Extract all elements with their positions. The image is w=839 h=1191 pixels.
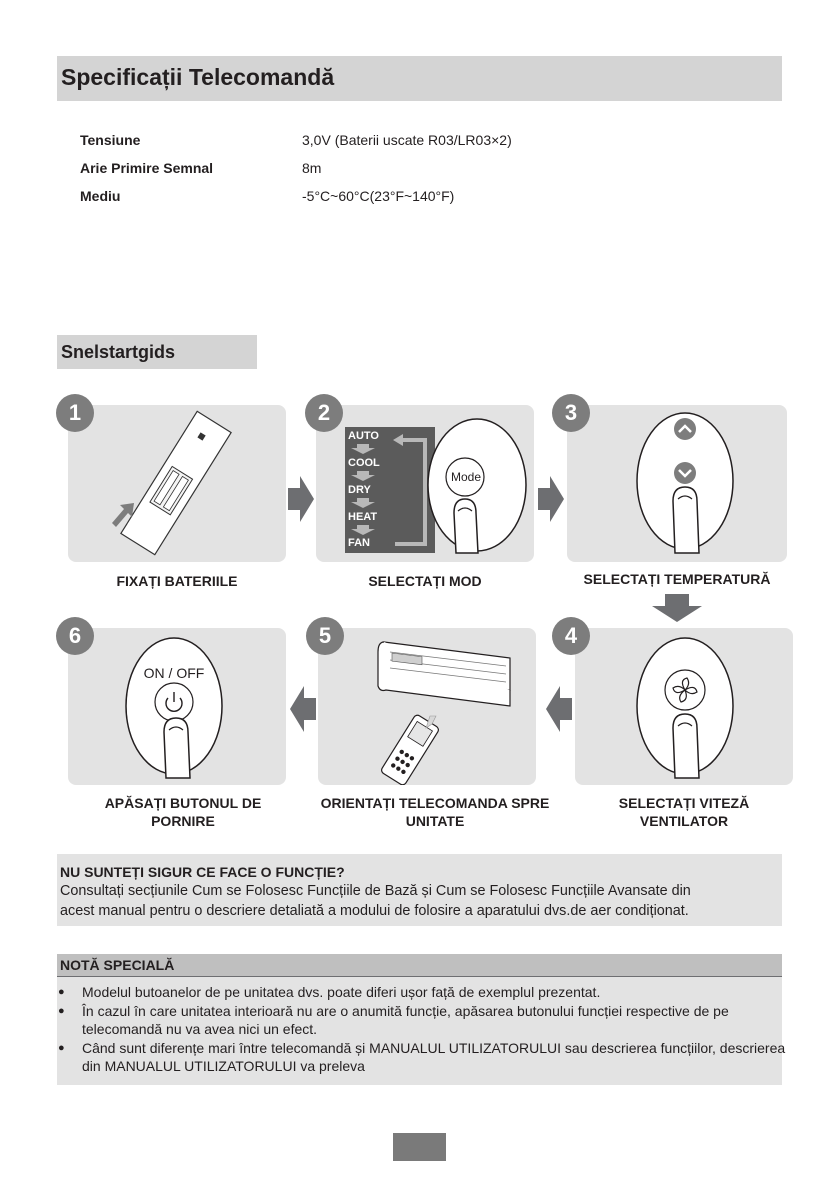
arrow-left-icon [546, 686, 572, 732]
step-3-caption: SELECTAȚI TEMPERATURĂ [583, 571, 771, 587]
special-note-title: NOTĂ SPECIALĂ [60, 957, 175, 973]
step-6-caption-line1: APĂSAȚI BUTONUL DE [104, 795, 262, 811]
step-6-panel [68, 628, 286, 785]
mode-button-label: Mode [450, 470, 482, 484]
mode-cycle-arrows-icon [345, 427, 435, 553]
step-5-badge: 5 [306, 617, 344, 655]
temperature-remote-illustration [567, 405, 787, 562]
step-6-caption-line2: PORNIRE [151, 813, 215, 829]
step-2-caption: SELECTAȚI MOD [368, 573, 482, 589]
step-5-caption [300, 794, 570, 830]
step-2-badge: 2 [305, 394, 343, 432]
mode-remote-oval [424, 415, 530, 555]
special-note-list [58, 983, 788, 1076]
page-title-bar [57, 56, 782, 101]
unsure-line-1: Consultați secțiunile Cum se Folosesc Funcțiile de Bază și Cum se Folosesc Funcțiile Avansate din [60, 883, 691, 899]
mode-auto: AUTO [348, 430, 379, 442]
list-item: ● Modelul butoanelor de pe unitatea dvs. poate diferi ușor față de exemplul prezentat. [58, 983, 788, 1002]
step-4-caption-line1: SELECTAȚI VITEZĂ [618, 795, 750, 811]
mode-cool: COOL [348, 457, 380, 469]
step-1-caption: FIXAȚI BATERIILE [116, 573, 238, 589]
page-number-tab [393, 1133, 446, 1161]
spec-label-range: Arie Primire Semnal [80, 160, 214, 176]
step-6-caption [68, 794, 298, 830]
step-4-caption [575, 794, 793, 830]
step-4-panel [575, 628, 793, 785]
quick-start-header [57, 335, 257, 369]
finger-icon [673, 487, 699, 553]
list-item: ● În cazul în care unitatea interioară nu are o anumită funcție, apăsarea butonului funcției respective de pe telecomandă nu va avea nici un efect. [58, 1002, 788, 1039]
point-remote-illustration [318, 628, 536, 785]
spec-value-environment: -5°C~60°C(23°F~140°F) [302, 188, 455, 204]
step-1-panel [68, 405, 286, 562]
power-remote-illustration [68, 628, 286, 785]
power-button-label: ON / OFF [143, 665, 205, 681]
mode-dry: DRY [348, 484, 371, 496]
step-1-badge: 1 [56, 394, 94, 432]
step-3-badge: 3 [552, 394, 590, 432]
temp-down-icon [674, 462, 696, 484]
list-item: ● Când sunt diferențe mari între telecomandă și MANUALUL UTILIZATORULUI sau descrierea funcțiilor, descrierea din MANUALUL UTILIZATORULUI va preleva [58, 1039, 788, 1076]
step-3-panel [567, 405, 787, 562]
step-5-caption-line2: UNITATE [405, 813, 465, 829]
spec-label-environment: Mediu [80, 188, 121, 204]
step-6-badge: 6 [56, 617, 94, 655]
step-4-caption-line2: VENTILATOR [639, 813, 729, 829]
battery-remote-illustration [68, 405, 286, 562]
spec-value-voltage: 3,0V (Baterii uscate R03/LR03×2) [302, 132, 512, 148]
arrow-right-icon [288, 476, 314, 522]
fan-remote-illustration [575, 628, 793, 785]
mode-heat: HEAT [348, 511, 378, 523]
finger-icon [454, 499, 478, 553]
special-note-header [57, 954, 782, 977]
temp-up-icon [674, 418, 696, 440]
mode-list [345, 427, 435, 553]
step-2-panel [316, 405, 534, 562]
arrow-right-icon [538, 476, 564, 522]
indoor-unit-icon [378, 642, 510, 706]
unsure-title: NU SUNTEȚI SIGUR CE FACE O FUNCȚIE? [60, 864, 345, 880]
arrow-down-icon [652, 594, 702, 622]
step-5-panel [318, 628, 536, 785]
unsure-line-2: acest manual pentru o descriere detaliată a modului de folosire a aparatului dvs.de aer condiționat. [60, 903, 689, 919]
spec-label-voltage: Tensiune [80, 132, 141, 148]
page-title: Specificații Telecomandă [61, 64, 335, 90]
quick-start-title: Snelstartgids [61, 342, 176, 362]
step-5-caption-line1: ORIENTAȚI TELECOMANDA SPRE [320, 795, 550, 811]
step-4-badge: 4 [552, 617, 590, 655]
arrow-left-icon [290, 686, 316, 732]
mode-fan: FAN [348, 537, 370, 549]
spec-value-range: 8m [302, 160, 322, 176]
